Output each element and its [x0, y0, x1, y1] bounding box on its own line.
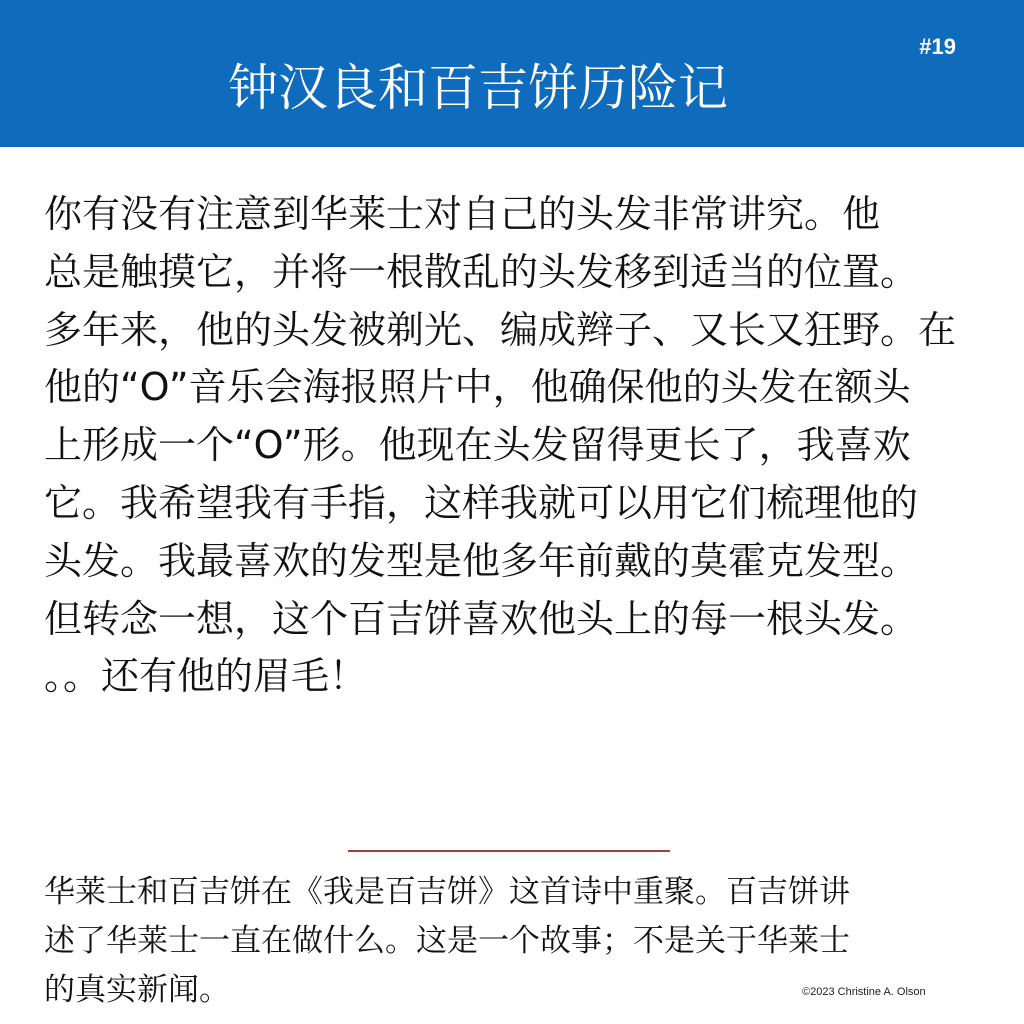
page-title: 钟汉良和百吉饼历险记	[228, 59, 728, 117]
story-line: 头发。我最喜欢的发型是他多年前戴的莫霍克发型。	[44, 538, 919, 583]
caption-line: 述了华莱士一直在做什么。这是一个故事；不是关于华莱士	[44, 923, 850, 959]
caption-divider	[348, 850, 670, 852]
caption-line: 的真实新闻。	[44, 972, 230, 1008]
story-line: 他的“O”音乐会海报照片中，他确保他的头发在额头	[44, 365, 911, 410]
story-line: 它。我希望我有手指，这样我就可以用它们梳理他的	[44, 480, 919, 525]
story-text	[44, 186, 984, 706]
caption-line: 华莱士和百吉饼在《我是百吉饼》这首诗中重聚。百吉饼讲	[44, 874, 850, 910]
title-banner	[0, 0, 1024, 147]
story-line: 多年来，他的头发被剃光、编成辫子、又长又狂野。在	[44, 307, 957, 352]
story-line: 上形成一个“O”形。他现在头发留得更长了，我喜欢	[44, 423, 911, 468]
story-line: 。。还有他的眉毛！	[44, 654, 368, 699]
story-line: 总是触摸它，并将一根散乱的头发移到适当的位置。	[44, 249, 919, 294]
story-line: 但转念一想，这个百吉饼喜欢他头上的每一根头发。	[44, 596, 919, 641]
issue-number: #19	[919, 34, 956, 59]
copyright-notice: ©2023 Christine A. Olson	[802, 986, 926, 998]
story-line: 你有没有注意到华莱士对自己的头发非常讲究。他	[44, 192, 881, 236]
